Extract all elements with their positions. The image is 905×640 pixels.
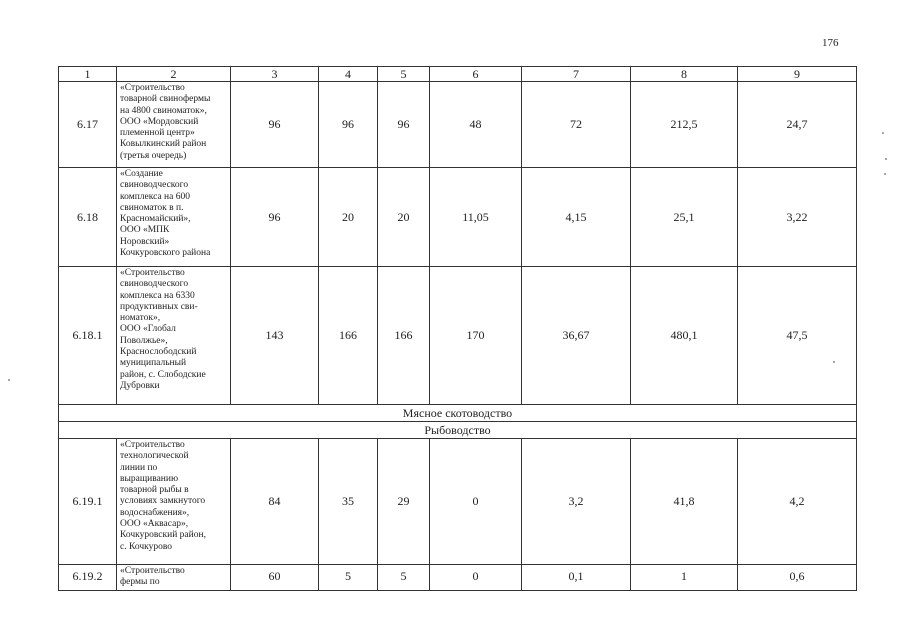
scan-speck	[885, 158, 887, 160]
cell-col4: 5	[319, 565, 378, 591]
section-title: Мясное скотоводство	[59, 405, 857, 422]
table-row	[59, 565, 857, 591]
project-name: «Строительство технологической линии по выращиванию товарной рыбы в условиях замкнутого водоснабжения», ООО «Аквасар», Кочкуровский район, с. Кочкурово	[117, 439, 231, 565]
cell-col5: 166	[378, 267, 430, 405]
cell-col9: 47,5	[738, 267, 857, 405]
cell-col6: 0	[430, 439, 522, 565]
cell-col3: 143	[231, 267, 319, 405]
cell-col7: 4,15	[522, 168, 631, 267]
column-header: 9	[738, 67, 857, 82]
column-header: 6	[430, 67, 522, 82]
cell-col5: 5	[378, 565, 430, 591]
cell-col5: 20	[378, 168, 430, 267]
table-row	[59, 82, 857, 168]
column-header: 8	[631, 67, 738, 82]
column-header: 1	[59, 67, 117, 82]
scan-speck	[884, 173, 886, 175]
project-name: «Строительство товарной свинофермы на 4800 свиноматок», ООО «Мордовский племенной центр» Ковылкинский район (третья очередь)	[117, 82, 231, 168]
section-row-fish	[59, 422, 857, 439]
cell-col6: 170	[430, 267, 522, 405]
section-title: Рыбоводство	[59, 422, 857, 439]
column-header: 4	[319, 67, 378, 82]
row-number: 6.19.1	[59, 439, 117, 565]
cell-col7: 0,1	[522, 565, 631, 591]
section-row-meat	[59, 405, 857, 422]
cell-col9: 4,2	[738, 439, 857, 565]
cell-col4: 35	[319, 439, 378, 565]
cell-col5: 29	[378, 439, 430, 565]
project-name: «Строительство фермы по	[117, 565, 231, 591]
scan-speck	[882, 132, 884, 134]
cell-col9: 24,7	[738, 82, 857, 168]
cell-col3: 84	[231, 439, 319, 565]
cell-col8: 212,5	[631, 82, 738, 168]
data-table	[58, 66, 857, 591]
cell-col6: 11,05	[430, 168, 522, 267]
cell-col7: 36,67	[522, 267, 631, 405]
cell-col8: 41,8	[631, 439, 738, 565]
cell-col4: 96	[319, 82, 378, 168]
cell-col3: 96	[231, 168, 319, 267]
row-number: 6.17	[59, 82, 117, 168]
row-number: 6.18	[59, 168, 117, 267]
column-header-row	[59, 67, 857, 82]
cell-col3: 60	[231, 565, 319, 591]
cell-col7: 3,2	[522, 439, 631, 565]
page-number: 176	[822, 37, 839, 49]
cell-col6: 48	[430, 82, 522, 168]
cell-col7: 72	[522, 82, 631, 168]
project-name: «Создание свиноводческого комплекса на 600 свиноматок в п. Красномайский», ООО «МПК Норовский» Кочкуровского района	[117, 168, 231, 267]
cell-col9: 0,6	[738, 565, 857, 591]
column-header: 7	[522, 67, 631, 82]
cell-col3: 96	[231, 82, 319, 168]
cell-col8: 1	[631, 565, 738, 591]
table-row	[59, 168, 857, 267]
cell-col8: 480,1	[631, 267, 738, 405]
scan-speck	[833, 361, 835, 363]
row-number: 6.18.1	[59, 267, 117, 405]
cell-col4: 20	[319, 168, 378, 267]
cell-col4: 166	[319, 267, 378, 405]
table-row	[59, 439, 857, 565]
column-header: 2	[117, 67, 231, 82]
project-name: «Строительство свиноводческого комплекса на 6330 продуктивных сви- номаток», ООО «Глобал Поволжье», Краснослободский муниципальный район, с. Слободские Дубровки	[117, 267, 231, 405]
cell-col6: 0	[430, 565, 522, 591]
cell-col9: 3,22	[738, 168, 857, 267]
cell-col8: 25,1	[631, 168, 738, 267]
scan-speck	[8, 379, 10, 381]
column-header: 5	[378, 67, 430, 82]
table-row	[59, 267, 857, 405]
row-number: 6.19.2	[59, 565, 117, 591]
cell-col5: 96	[378, 82, 430, 168]
column-header: 3	[231, 67, 319, 82]
